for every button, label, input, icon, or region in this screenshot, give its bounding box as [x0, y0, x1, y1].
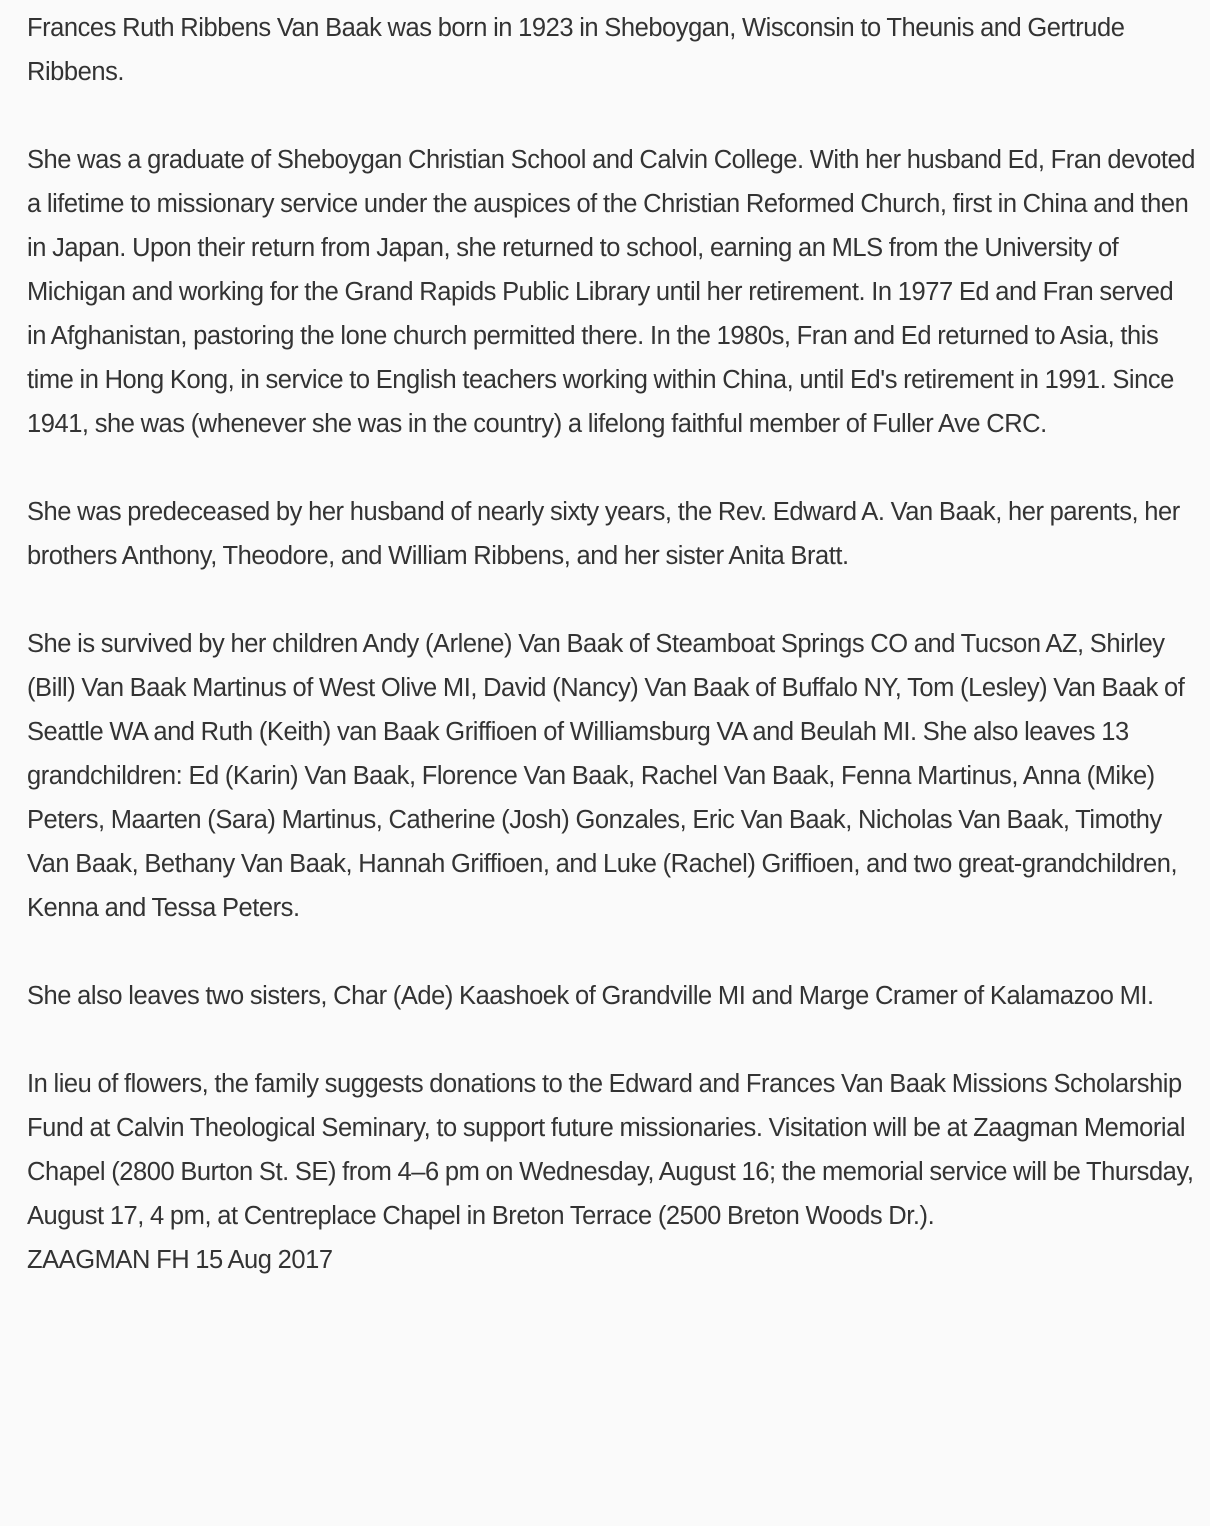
paragraph-sisters: She also leaves two sisters, Char (Ade) Kaashoek of Grandville MI and Marge Cramer of Kalamazoo MI. [27, 982, 1154, 1010]
paragraph-survivors: She is survived by her children Andy (Arlene) Van Baak of Steamboat Springs CO and Tucson AZ, Shirley (Bill) Van Baak Martinus of West Olive MI, David (Nancy) Van Baak of Buffalo NY, Tom (Lesley) Van Baak of Seattle WA and Ruth (Keith) van Baak Griffioen of Williamsburg VA and Beulah MI. She also leaves 13 grandchildren: Ed (Karin) Van Baak, Florence Van Baak, Rachel Van Baak, Fenna Martinus, Anna (Mike) Peters, Maarten (Sara) Martinus, Catherine (Josh) Gonzales, Eric Van Baak, Nicholas Van Baak, Timothy Van Baak, Bethany Van Baak, Hannah Griffioen, and Luke (Rachel) Griffioen, and two great-grandchildren, Kenna and Tessa Peters. [27, 630, 1185, 922]
obituary-text [27, 6, 1197, 1282]
paragraph-memorial-details: In lieu of flowers, the family suggests donations to the Edward and Frances Van Baak Missions Scholarship Fund at Calvin Theological Seminary, to support future missionaries. Visitation will be at Zaagman Memorial Chapel (2800 Burton St. SE) from 4–6 pm on Wednesday, August 16; the memorial service will be Thursday, August 17, 4 pm, at Centreplace Chapel in Breton Terrace (2500 Breton Woods Dr.). [27, 1070, 1194, 1230]
paragraph-birth: Frances Ruth Ribbens Van Baak was born in 1923 in Sheboygan, Wisconsin to Theunis and Gertrude Ribbens. [27, 14, 1125, 86]
paragraph-life-service: She was a graduate of Sheboygan Christian School and Calvin College. With her husband Ed, Fran devoted a lifetime to missionary service under the auspices of the Christian Reformed Church, first in China and then in Japan. Upon their return from Japan, she returned to school, earning an MLS from the University of Michigan and working for the Grand Rapids Public Library until her retirement. In 1977 Ed and Fran served in Afghanistan, pastoring the lone church permitted there. In the 1980s, Fran and Ed returned to Asia, this time in Hong Kong, in service to English teachers working within China, until Ed's retirement in 1991. Since 1941, she was (whenever she was in the country) a lifelong faithful member of Fuller Ave CRC. [27, 146, 1196, 438]
source-line: ZAAGMAN FH 15 Aug 2017 [27, 1246, 333, 1274]
paragraph-predeceased: She was predeceased by her husband of nearly sixty years, the Rev. Edward A. Van Baak, her parents, her brothers Anthony, Theodore, and William Ribbens, and her sister Anita Bratt. [27, 498, 1180, 570]
